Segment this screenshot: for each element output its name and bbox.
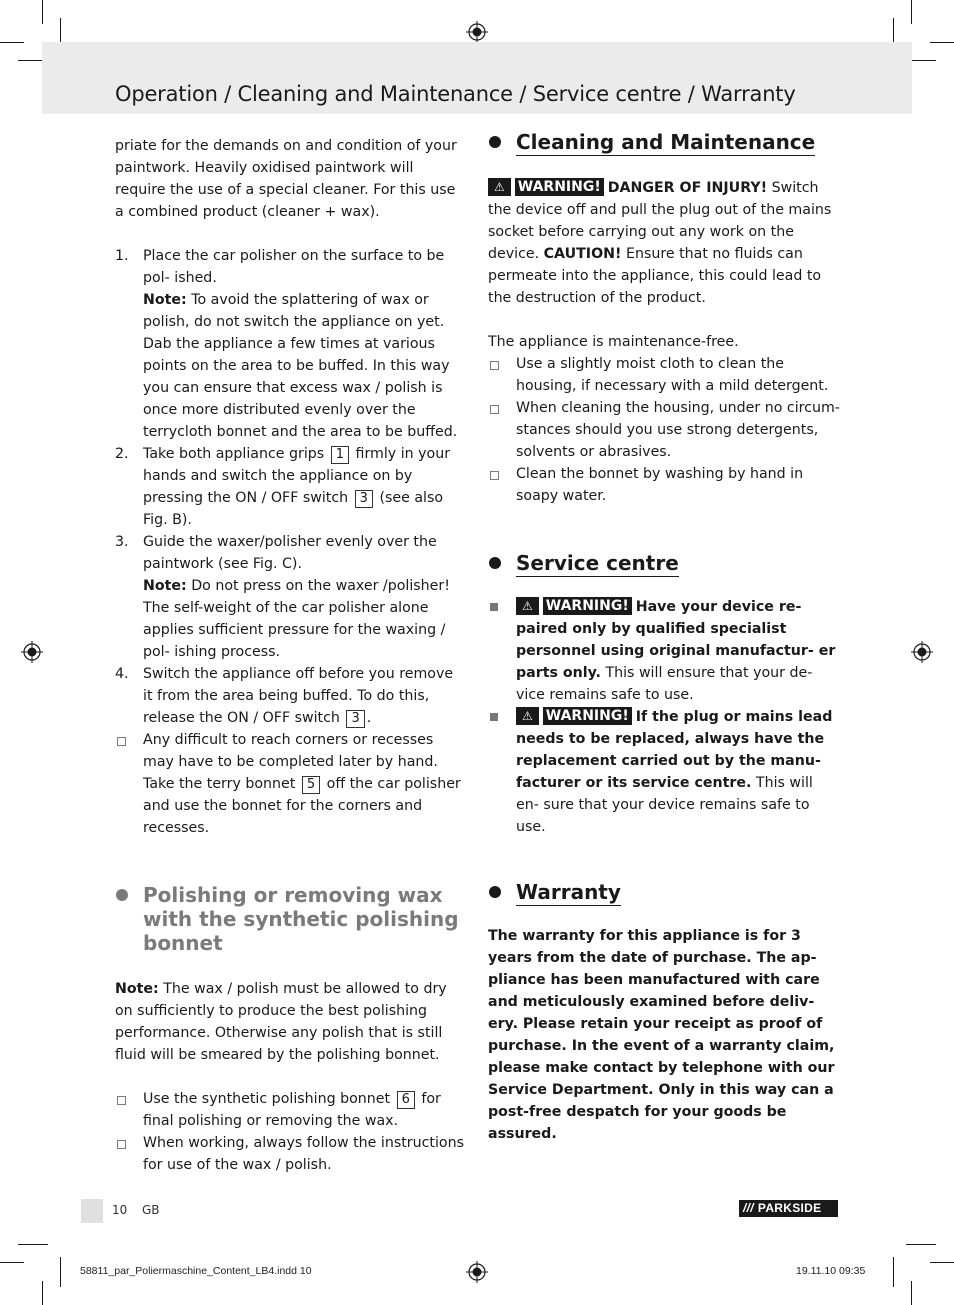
right-column	[488, 130, 840, 1145]
caution-label: CAUTION!	[543, 246, 622, 262]
section-heading-text: Warranty	[516, 880, 621, 904]
crop-mark	[42, 1281, 43, 1305]
bullet-square-icon	[490, 471, 499, 480]
service-text: This will ensure that your de- vice remains safe to use.	[516, 665, 813, 703]
brand-slashes: ///	[743, 1201, 754, 1215]
bullet-square-icon	[117, 737, 126, 746]
registration-mark-icon	[466, 21, 488, 43]
language-code: GB	[142, 1203, 160, 1217]
step-number: 2.	[115, 446, 129, 462]
step-text: (see also Fig. B).	[143, 490, 444, 528]
section-heading-text: Service centre	[516, 551, 679, 575]
service-bold-text: Have your device re- paired only by qualified specialist personnel using original manufactur- er parts only.	[516, 599, 836, 681]
warning-triangle-icon: ⚠	[516, 707, 539, 725]
part-reference: 3	[355, 490, 373, 508]
bullet-square-icon	[117, 1096, 126, 1105]
list-item	[115, 1088, 467, 1132]
list-text: When working, always follow the instructions for use of the wax / polish.	[143, 1135, 464, 1173]
danger-text: Switch the device off and pull the plug out of the mains socket before carrying out any work on the device.	[488, 180, 832, 262]
warning-triangle-icon: ⚠	[488, 178, 511, 196]
step-text: .	[366, 710, 372, 726]
slug-filename: 58811_par_Poliermaschine_Content_LB4.indd 10	[80, 1265, 312, 1277]
crop-mark	[930, 1262, 954, 1263]
slug-datetime: 19.11.10 09:35	[796, 1265, 866, 1277]
part-reference: 1	[331, 446, 349, 464]
section-heading-warranty	[488, 880, 840, 904]
list-item	[488, 397, 840, 463]
bullet-dot-icon	[489, 136, 501, 148]
list-text: When cleaning the housing, under no circum- stances should you use strong detergents, solvents or abrasives.	[516, 400, 840, 460]
warning-label: WARNING!	[543, 597, 632, 615]
step-item	[115, 663, 467, 729]
step-text: firmly in your hands and switch the appliance on by pressing the ON / OFF switch	[143, 446, 451, 506]
note-label: Note:	[115, 981, 159, 997]
note-label: Note:	[143, 292, 187, 308]
crop-mark	[893, 1257, 894, 1287]
section-heading-service	[488, 551, 840, 575]
list-item	[488, 353, 840, 397]
section-heading-polishing	[115, 883, 467, 955]
registration-mark-icon	[21, 641, 43, 663]
crop-mark	[42, 0, 43, 24]
bullet-square-icon	[490, 713, 498, 721]
step-number: 3.	[115, 534, 129, 550]
crop-mark	[906, 1244, 936, 1245]
note-text: Do not press on the waxer /polisher! The self-weight of the car polisher alone applies sufficient pressure for the waxing / pol- ishing process.	[143, 578, 450, 660]
bullet-square-icon	[490, 603, 498, 611]
list-item	[488, 463, 840, 507]
step-number: 1.	[115, 248, 129, 264]
step-item	[115, 245, 467, 443]
list-item	[488, 596, 840, 706]
bullet-square-icon	[117, 1140, 126, 1149]
registration-mark-icon	[911, 641, 933, 663]
list-item	[115, 729, 467, 839]
left-column	[115, 135, 467, 1176]
danger-heading: DANGER OF INJURY!	[607, 180, 768, 196]
crop-mark	[18, 1244, 48, 1245]
note-label: Note:	[143, 578, 187, 594]
brand-name: PARKSIDE	[757, 1201, 822, 1215]
part-reference: 3	[346, 710, 364, 728]
note-text: To avoid the splattering of wax or polish, do not switch the appliance on yet. Dab the appliance a few times at various points on the area to be buffed. In this way you can ensure that excess wax / polish is once more distributed evenly over the terrycloth bonnet and the area to be buffed.	[143, 292, 458, 440]
list-item	[115, 1132, 467, 1176]
intro-paragraph: priate for the demands on and condition of your paintwork. Heavily oxidised paintwork will require the use of a special cleaner. For this use a combined product (cleaner + wax).	[115, 138, 457, 220]
step-text: Switch the appliance off before you remove it from the area being buffed. To do this, release the ON / OFF switch	[143, 666, 454, 726]
step-text: Place the car polisher on the surface to be pol- ished.	[143, 248, 445, 286]
bullet-dot-icon	[489, 557, 501, 569]
list-text: off the car polisher and use the bonnet for the corners and recesses.	[143, 776, 461, 836]
crop-mark	[0, 42, 24, 43]
warning-triangle-icon: ⚠	[516, 597, 539, 615]
warning-label: WARNING!	[515, 178, 604, 196]
bullet-dot-icon	[489, 886, 501, 898]
list-text: Use the synthetic polishing bonnet	[143, 1091, 391, 1107]
service-text: This will en- sure that your device remains safe to use.	[516, 775, 813, 835]
list-text: for final polishing or removing the wax.	[143, 1091, 441, 1129]
bullet-square-icon	[490, 361, 499, 370]
list-text: Use a slightly moist cloth to clean the housing, if necessary with a mild detergent.	[516, 356, 829, 394]
crop-mark	[911, 1281, 912, 1305]
bullet-dot-icon	[116, 889, 128, 901]
part-reference: 6	[397, 1091, 415, 1109]
note-text: The wax / polish must be allowed to dry on sufficiently to produce the best polishing performance. Otherwise any polish that is still fluid will be smeared by the polishing bonnet.	[115, 981, 447, 1063]
step-number: 4.	[115, 666, 129, 682]
bullet-square-icon	[490, 405, 499, 414]
crop-mark	[911, 0, 912, 24]
step-item	[115, 531, 467, 663]
service-bold-text: If the plug or mains lead needs to be replaced, always have the replacement carried out by the manu- facturer or its service centre.	[516, 709, 833, 791]
page-title: Operation / Cleaning and Maintenance / Service centre / Warranty	[115, 82, 796, 106]
page-number-box	[81, 1199, 103, 1223]
registration-mark-icon	[466, 1261, 488, 1283]
section-heading-text: Polishing or removing wax with the synthetic polishing bonnet	[143, 883, 459, 955]
list-text: Any difficult to reach corners or recesses may have to be completed later by hand. Take the terry bonnet	[143, 732, 438, 792]
crop-mark	[0, 1262, 24, 1263]
section-heading-cleaning	[488, 130, 840, 154]
crop-mark	[930, 42, 954, 43]
part-reference: 5	[302, 776, 320, 794]
step-text: Take both appliance grips	[143, 446, 325, 462]
step-text: Guide the waxer/polisher evenly over the paintwork (see Fig. C).	[143, 534, 437, 572]
section-heading-text: Cleaning and Maintenance	[516, 130, 816, 154]
maintenance-free-text: The appliance is maintenance-free.	[488, 334, 739, 350]
brand-logo	[739, 1200, 838, 1217]
caution-text: Ensure that no fluids can permeate into the appliance, this could lead to the destruction of the product.	[488, 246, 822, 306]
warning-label: WARNING!	[543, 707, 632, 725]
warranty-text: The warranty for this appliance is for 3 years from the date of purchase. The ap- pliance has been manufactured with care and meticulously examined before deliv- ery. Please retain your receipt as proof of purchase. In the event of a warranty claim, please make contact by telephone with our Service Department. Only in this way can a post-free despatch for your goods be assured.	[488, 928, 835, 1142]
list-text: Clean the bonnet by washing by hand in soapy water.	[516, 466, 804, 504]
crop-mark	[60, 1257, 61, 1287]
list-item	[488, 706, 840, 838]
step-item	[115, 443, 467, 531]
page-number: 10	[112, 1203, 128, 1217]
